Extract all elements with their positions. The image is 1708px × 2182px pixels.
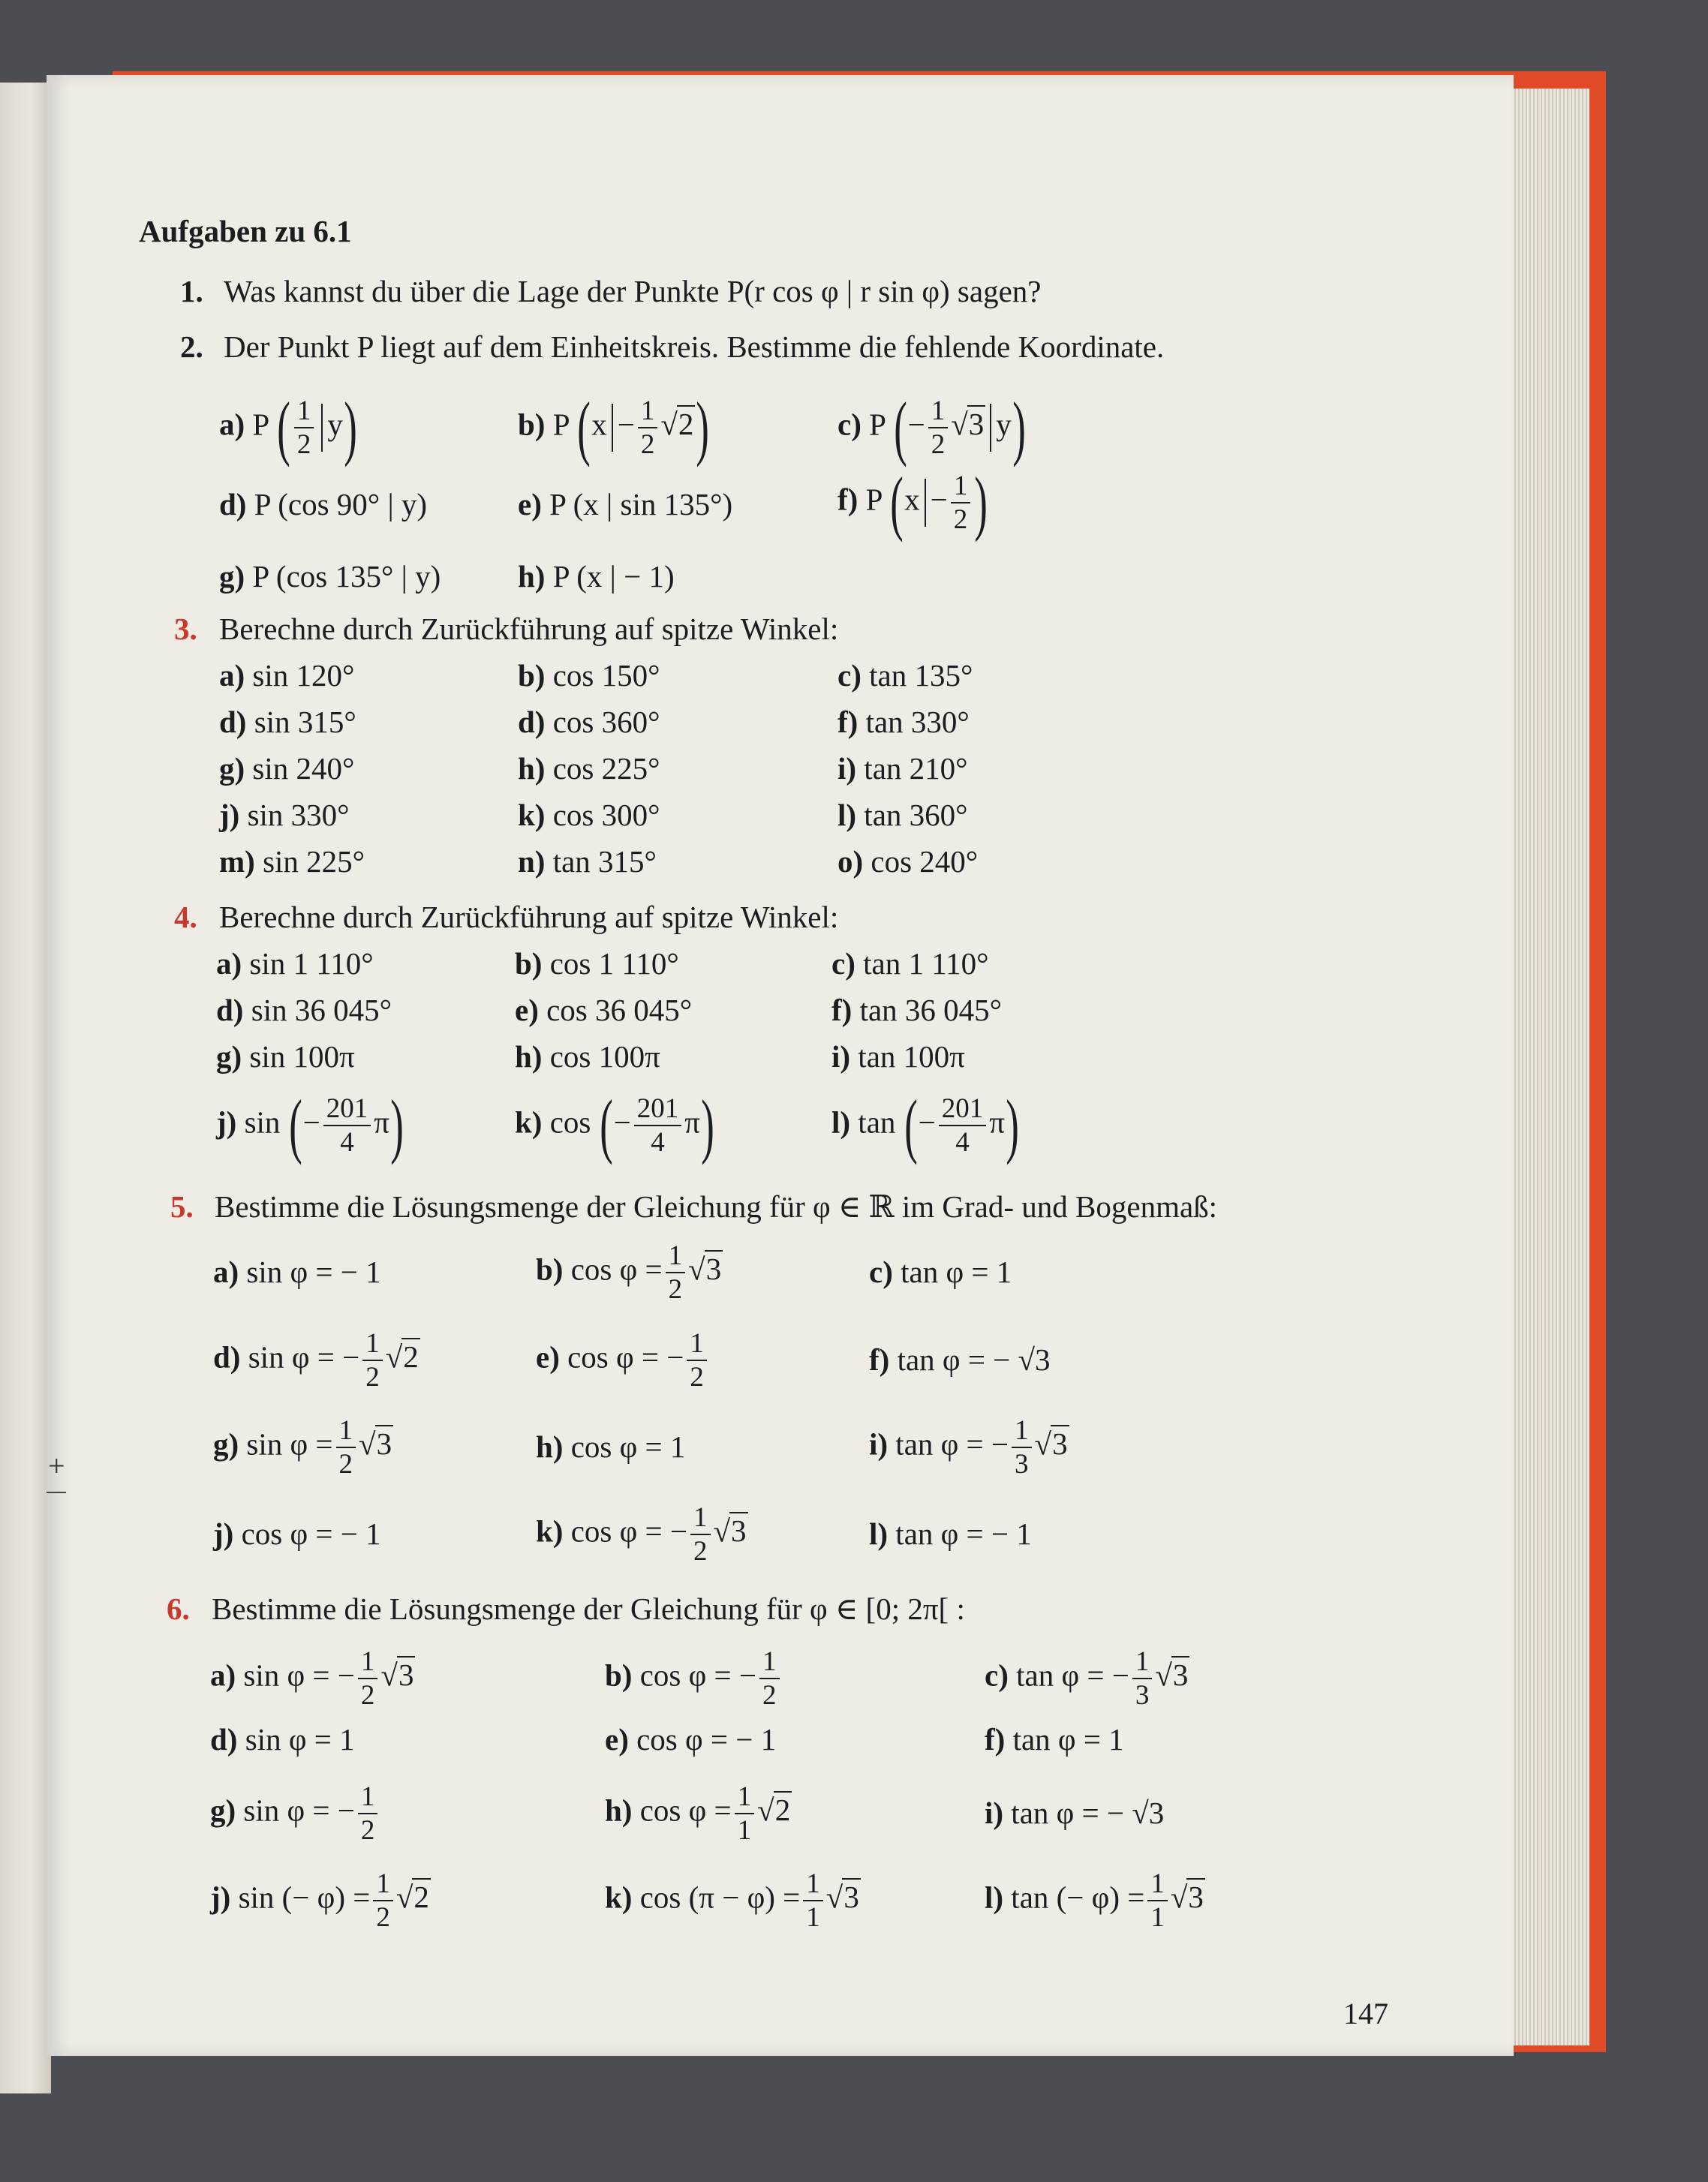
item-expression: cos 300° xyxy=(552,798,660,832)
item-expression: cos 360° xyxy=(552,705,660,739)
item-expression: tan 100π xyxy=(858,1039,965,1074)
item-label: d) xyxy=(518,705,546,739)
item-label: f) xyxy=(837,705,859,739)
e4grid-item xyxy=(515,1041,660,1072)
e3grid-item xyxy=(837,846,978,877)
ex2-c: c) P (− $\frac{1}{2}$ √3 y) xyxy=(837,387,1026,467)
e3grid-item xyxy=(518,660,660,691)
bar xyxy=(990,404,991,452)
item-expression: tan 315° xyxy=(552,844,657,879)
e3grid-item xyxy=(518,707,660,738)
item-label: l) xyxy=(837,798,857,832)
e3grid-item xyxy=(219,800,350,831)
item-expression: sin 225° xyxy=(263,844,365,879)
item-label: j) xyxy=(219,798,240,832)
item-label: d) xyxy=(219,705,247,739)
item-label: m) xyxy=(219,844,255,879)
ex5-b: b) cos φ = $\frac{1}{2}$ √3 xyxy=(536,1240,722,1305)
exercise-1-number: 1. xyxy=(180,274,203,308)
exercise-6-text: Bestimme die Lösungsmenge der Gleichung für φ ∈ [0; 2π[ : xyxy=(212,1591,965,1626)
ex4-l: l) tan (− $\frac{201}{4}$ π) xyxy=(831,1085,1019,1165)
ex5-c: c) tan φ = 1 xyxy=(869,1255,1012,1289)
bar xyxy=(612,404,613,452)
paren-close: ) xyxy=(1012,387,1026,467)
ex6-f: f) tan φ = 1 xyxy=(985,1722,1124,1757)
point-p: P xyxy=(252,407,269,442)
exercise-3-number: 3. xyxy=(174,612,197,646)
exercise-2-number: 2. xyxy=(180,329,203,364)
item-expression: sin 330° xyxy=(247,798,350,832)
item-expression: sin 240° xyxy=(252,751,355,786)
item-label: n) xyxy=(518,844,546,879)
item-label: a) xyxy=(219,658,245,693)
ex2-e: e) P (x | sin 135°) xyxy=(518,487,733,521)
ex4-k: k) cos (− $\frac{201}{4}$ π) xyxy=(515,1085,714,1165)
e3grid-item xyxy=(518,846,657,877)
paren-open: ( xyxy=(577,387,591,467)
ex2-b: b) P (x − $\frac{1}{2}$ √2) xyxy=(518,387,710,467)
bar xyxy=(321,404,323,452)
e3grid-item xyxy=(837,753,968,784)
item-expression: cos 36 045° xyxy=(546,993,693,1027)
item-label: h) xyxy=(518,751,546,786)
item-expression: tan 1 110° xyxy=(863,946,989,981)
ex5-l: l) tan φ = − 1 xyxy=(869,1516,1032,1551)
e4grid-item xyxy=(216,1041,355,1072)
e3grid-item xyxy=(837,660,973,691)
section-heading: Aufgaben zu 6.1 xyxy=(139,214,352,248)
fraction: $\frac{1}{2}$ xyxy=(638,397,658,458)
item-expression: tan 360° xyxy=(864,798,968,832)
e3grid-item xyxy=(219,753,354,784)
exercise-4-text: Berechne durch Zurückführung auf spitze Winkel: xyxy=(219,900,839,934)
book-page xyxy=(47,75,1514,2056)
ex5-e: e) cos φ = − $\frac{1}{2}$ xyxy=(536,1330,710,1391)
item-label: g) xyxy=(219,751,245,786)
exercise-5-number: 5. xyxy=(170,1189,194,1224)
ex6-e: e) cos φ = − 1 xyxy=(605,1722,777,1757)
item-expression: tan 210° xyxy=(864,751,968,786)
exercise-4-number: 4. xyxy=(174,900,197,934)
paren-open: ( xyxy=(277,387,290,467)
item-label: i) xyxy=(831,1039,851,1074)
ex5-j: j) cos φ = − 1 xyxy=(213,1516,381,1551)
exercise-2-text: Der Punkt P liegt auf dem Einheitskreis. Bestimme die fehlende Koordinate. xyxy=(224,329,1165,364)
e3grid-item xyxy=(219,660,354,691)
item-expression: sin 36 045° xyxy=(251,993,392,1027)
paren-open: ( xyxy=(893,387,907,467)
item-label: b) xyxy=(515,946,543,981)
ex6-k: k) cos (π − φ) = $\frac{1}{1}$ √3 xyxy=(605,1868,859,1933)
item-label: i) xyxy=(837,751,857,786)
item-label: k) xyxy=(518,798,546,832)
item-label: c) xyxy=(831,946,856,981)
exercise-6-number: 6. xyxy=(167,1591,190,1626)
ex2-g: g) P (cos 135° | y) xyxy=(219,559,441,594)
fraction: $\frac{1}{2}$ xyxy=(928,397,949,458)
margin-mark: + xyxy=(48,1449,65,1483)
item-expression: sin 100π xyxy=(249,1039,355,1074)
ex5-i: i) tan φ = − $\frac{1}{3}$ √3 xyxy=(869,1415,1068,1480)
item-expression: cos 225° xyxy=(552,751,660,786)
ex2-d: d) P (cos 90° | y) xyxy=(219,487,428,521)
exercise-5-text: Bestimme die Lösungsmenge der Gleichung für φ ∈ ℝ im Grad- und Bogenmaß: xyxy=(215,1189,1218,1224)
ex5-k: k) cos φ = − $\frac{1}{2}$ √3 xyxy=(536,1502,747,1567)
exercise-3-text: Berechne durch Zurückführung auf spitze Winkel: xyxy=(219,612,839,646)
ex5-a: a) sin φ = − 1 xyxy=(213,1255,381,1289)
ex6-a: a) sin φ = − $\frac{1}{2}$ √3 xyxy=(210,1646,414,1711)
item-label: b) xyxy=(518,658,546,693)
item-expression: sin 120° xyxy=(252,658,355,693)
e3grid-item xyxy=(837,800,968,831)
exercise-1-text: Was kannst du über die Lage der Punkte P(r cos φ | r sin φ) sagen? xyxy=(224,274,1042,308)
item-label: o) xyxy=(837,844,864,879)
ex2-c-label: c) xyxy=(837,407,862,442)
bar xyxy=(925,479,926,527)
item-expression: cos 150° xyxy=(552,658,660,693)
item-expression: sin 315° xyxy=(254,705,356,739)
e4grid-item xyxy=(831,995,1002,1026)
e4grid-item xyxy=(515,948,679,979)
fraction: $\frac{1}{2}$ xyxy=(294,397,314,458)
ex6-b: b) cos φ = − $\frac{1}{2}$ xyxy=(605,1648,783,1709)
item-label: e) xyxy=(515,993,539,1027)
item-label: c) xyxy=(837,658,862,693)
item-label: f) xyxy=(831,993,852,1027)
ex5-g: g) sin φ = $\frac{1}{2}$ √3 xyxy=(213,1415,392,1480)
item-expression: sin 1 110° xyxy=(249,946,374,981)
ex5-d: d) sin φ = − $\frac{1}{2}$ √2 xyxy=(213,1328,419,1393)
ex4-j: j) sin (− $\frac{201}{4}$ π) xyxy=(216,1085,404,1165)
e3grid-item xyxy=(219,846,365,877)
page-number: 147 xyxy=(1343,1997,1388,2030)
item-label: d) xyxy=(216,993,244,1027)
paren-close: ) xyxy=(974,462,988,542)
e3grid-item xyxy=(219,707,356,738)
previous-page-edge xyxy=(0,83,51,2093)
ex2-h: h) P (x | − 1) xyxy=(518,559,675,594)
e4grid-item xyxy=(216,948,374,979)
item-label: a) xyxy=(216,946,242,981)
item-label: h) xyxy=(515,1039,543,1074)
ex6-h: h) cos φ = $\frac{1}{1}$ √2 xyxy=(605,1781,791,1846)
e3grid-item xyxy=(837,707,970,738)
item-expression: cos 1 110° xyxy=(549,946,679,981)
ex5-h: h) cos φ = 1 xyxy=(536,1429,686,1464)
ex2-a-label: a) xyxy=(219,407,245,442)
margin-line xyxy=(47,1492,66,1493)
item-expression: tan 330° xyxy=(865,705,970,739)
e4grid-item xyxy=(831,1041,965,1072)
paren-open: ( xyxy=(890,462,904,542)
ex5-f: f) tan φ = − √3 xyxy=(869,1342,1051,1377)
fraction: $\frac{1}{2}$ xyxy=(951,472,971,533)
e4grid-item xyxy=(831,948,989,979)
item-label: g) xyxy=(216,1039,242,1074)
ex6-g: g) sin φ = − $\frac{1}{2}$ xyxy=(210,1783,380,1844)
ex6-c: c) tan φ = − $\frac{1}{3}$ √3 xyxy=(985,1646,1189,1711)
item-expression: tan 36 045° xyxy=(859,993,1003,1027)
paren-close: ) xyxy=(344,387,357,467)
ex2-a: a) P ( $\frac{1}{2}$ y) xyxy=(219,387,357,467)
item-expression: cos 100π xyxy=(549,1039,660,1074)
e4grid-item xyxy=(515,995,692,1026)
e3grid-item xyxy=(518,753,660,784)
ex6-i: i) tan φ = − √3 xyxy=(985,1796,1165,1830)
paren-close: ) xyxy=(696,387,710,467)
ex2-f: f) P (x − $\frac{1}{2}$ ) xyxy=(837,462,988,542)
item-expression: cos 240° xyxy=(871,844,979,879)
ex6-l: l) tan (− φ) = $\frac{1}{1}$ √3 xyxy=(985,1868,1204,1933)
ex6-j: j) sin (− φ) = $\frac{1}{2}$ √2 xyxy=(210,1868,429,1933)
e4grid-item xyxy=(216,995,392,1026)
e3grid-item xyxy=(518,800,660,831)
item-expression: tan 135° xyxy=(869,658,973,693)
ex6-d: d) sin φ = 1 xyxy=(210,1722,355,1757)
ex2-b-label: b) xyxy=(518,407,546,442)
